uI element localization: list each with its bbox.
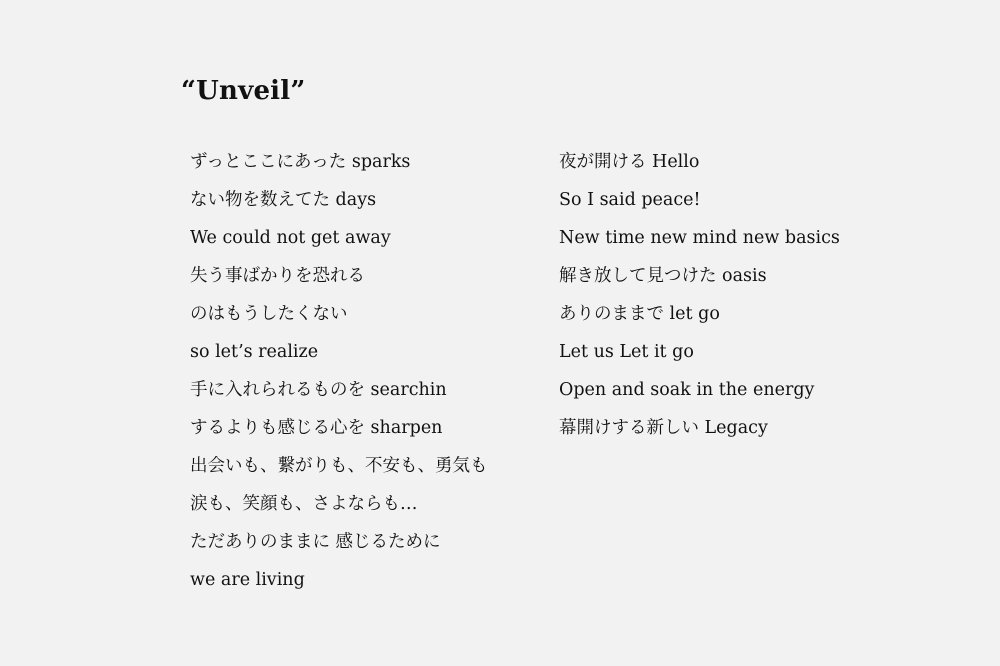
lyrics-column-left [190, 148, 530, 604]
lyric-line: 解き放して見つけた oasis [559, 266, 767, 286]
lyric-line: we are living [190, 570, 305, 590]
lyric-line: So I said peace! [559, 190, 701, 210]
lyric-line: New time new mind new basics [559, 228, 840, 248]
lyric-line: 幕開けする新しい Legacy [559, 418, 768, 438]
lyrics-column-right [559, 148, 879, 452]
lyric-line: のはもうしたくない [190, 304, 348, 324]
lyric-line: ただありのままに 感じるために [190, 532, 441, 552]
lyric-line: 涙も、笑顔も、さよならも… [190, 494, 418, 514]
song-title: “Unveil” [181, 76, 306, 106]
lyric-line: so let’s realize [190, 342, 319, 362]
lyric-line: 夜が開ける Hello [559, 152, 700, 172]
lyric-line: するよりも感じる心を sharpen [190, 418, 443, 438]
lyric-line: Let us Let it go [559, 342, 694, 362]
lyric-line: ありのままで let go [559, 304, 720, 324]
lyric-line: 手に入れられるものを searchin [190, 380, 447, 400]
lyric-line: We could not get away [190, 228, 391, 248]
lyric-line: ずっとここにあった sparks [190, 152, 411, 172]
lyric-line: 失う事ばかりを恐れる [190, 266, 365, 286]
lyric-line: Open and soak in the energy [559, 380, 815, 400]
lyric-line: ない物を数えてた days [190, 190, 377, 210]
lyric-line: 出会いも、繋がりも、不安も、勇気も [190, 456, 488, 476]
